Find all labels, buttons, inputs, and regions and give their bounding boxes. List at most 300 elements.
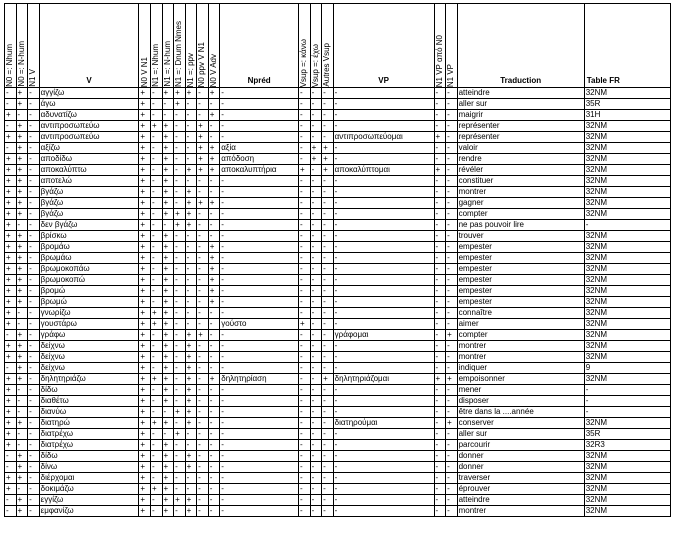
table-cell: + [185,220,197,231]
table-cell: + [16,363,28,374]
table-cell: - [310,253,322,264]
table-cell: + [162,473,174,484]
table-cell: - [185,176,197,187]
table-cell: - [299,286,311,297]
table-cell: - [174,352,186,363]
table-cell: - [150,187,162,198]
table-cell: empester [457,253,584,264]
table-cell: - [174,308,186,319]
table-cell: + [197,121,209,132]
table-cell: - [208,352,220,363]
table-cell: + [16,374,28,385]
table-cell: - [5,506,17,517]
table-cell: - [150,110,162,121]
table-cell: + [139,506,151,517]
table-cell: - [220,407,299,418]
table-cell: - [584,385,670,396]
table-cell: - [333,220,434,231]
table-cell: + [16,242,28,253]
table-cell: - [299,429,311,440]
table-row [5,341,671,352]
col-header: Vsup =: έχω [310,4,322,88]
table-cell: + [5,297,17,308]
table-cell: + [5,231,17,242]
col-header: N1 VP από N0 [434,4,446,88]
table-cell: + [5,264,17,275]
table-row [5,209,671,220]
table-cell: + [139,110,151,121]
table-cell: + [446,374,458,385]
table-cell: - [333,264,434,275]
table-cell: + [139,176,151,187]
table-cell: donner [457,462,584,473]
table-cell: + [5,110,17,121]
table-cell: empester [457,297,584,308]
table-cell: + [16,341,28,352]
table-cell: - [197,484,209,495]
table-cell: - [220,209,299,220]
table-row [5,407,671,418]
table-cell: - [174,165,186,176]
table-cell: - [197,242,209,253]
table-cell: - [446,132,458,143]
table-cell: - [16,319,28,330]
table-cell: + [150,418,162,429]
table-cell: - [185,264,197,275]
table-cell: - [299,407,311,418]
table-cell: - [299,462,311,473]
table-cell: - [16,407,28,418]
table-cell: + [162,462,174,473]
table-cell: + [174,429,186,440]
table-cell: - [220,418,299,429]
table-cell: + [16,99,28,110]
table-cell: - [299,231,311,242]
table-cell: + [139,319,151,330]
table-cell: - [220,231,299,242]
table-row [5,385,671,396]
table-cell: - [310,506,322,517]
table-cell: - [185,143,197,154]
table-cell: - [28,308,40,319]
table-cell: + [162,418,174,429]
table-cell: + [208,297,220,308]
table-row [5,418,671,429]
table-cell: - [28,209,40,220]
table-row [5,396,671,407]
table-cell: - [333,242,434,253]
table-cell: + [185,462,197,473]
table-cell: - [150,176,162,187]
table-cell: - [28,198,40,209]
col-header: N1 =: Nhum [150,4,162,88]
table-cell: βγάζω [39,198,139,209]
table-cell: - [446,154,458,165]
table-cell: + [139,209,151,220]
table-cell: + [185,341,197,352]
table-cell: - [28,374,40,385]
table-cell: - [434,352,446,363]
table-cell: - [185,231,197,242]
table-cell: - [333,396,434,407]
table-cell: 32NM [584,121,670,132]
table-cell: - [220,396,299,407]
table-cell: 32NM [584,88,670,99]
table-cell: - [310,110,322,121]
table-cell: + [434,165,446,176]
table-cell: - [197,385,209,396]
table-cell: - [174,396,186,407]
table-cell: + [16,418,28,429]
table-cell: + [162,297,174,308]
table-cell: διατρέχω [39,440,139,451]
table-cell: - [310,462,322,473]
table-cell: αντιπροσωπεύω [39,121,139,132]
table-cell: + [16,330,28,341]
table-cell: - [333,451,434,462]
table-cell: - [16,385,28,396]
table-cell: - [208,484,220,495]
table-cell: γνωρίζω [39,308,139,319]
table-cell: - [310,407,322,418]
table-cell: + [150,484,162,495]
table-cell: + [16,209,28,220]
table-cell: - [322,132,334,143]
table-cell: - [299,264,311,275]
table-cell: 32NM [584,462,670,473]
table-cell: + [139,407,151,418]
table-cell: - [150,286,162,297]
table-cell: + [185,88,197,99]
table-cell: - [28,451,40,462]
table-cell: - [208,473,220,484]
table-cell: - [333,484,434,495]
table-cell: + [139,154,151,165]
table-cell: + [139,220,151,231]
table-cell: - [333,440,434,451]
table-cell: - [197,297,209,308]
table-cell: + [139,473,151,484]
table-row [5,484,671,495]
table-cell: - [220,385,299,396]
table-cell: - [434,484,446,495]
table-cell: - [5,99,17,110]
table-cell: - [310,121,322,132]
table-cell: - [299,88,311,99]
col-header-vp: VP [333,4,434,88]
table-cell: 32NM [584,132,670,143]
table-cell: - [174,462,186,473]
table-cell: + [16,462,28,473]
table-cell: - [322,363,334,374]
table-cell: - [197,275,209,286]
table-cell: - [333,319,434,330]
table-cell: + [162,242,174,253]
table-cell: - [197,99,209,110]
table-cell: - [220,286,299,297]
table-cell: - [174,198,186,209]
table-cell: - [5,330,17,341]
table-cell: 32NM [584,506,670,517]
table-cell: - [322,286,334,297]
table-cell: + [322,154,334,165]
table-cell: + [5,176,17,187]
table-cell: - [434,275,446,286]
table-cell: + [139,451,151,462]
table-cell: - [333,209,434,220]
table-cell: δηλητηριάζομαι [333,374,434,385]
table-cell: - [299,308,311,319]
table-cell: - [16,308,28,319]
table-cell: - [174,484,186,495]
table-row [5,473,671,484]
table-cell: + [446,330,458,341]
table-cell: - [333,253,434,264]
table-cell: + [162,176,174,187]
table-cell: - [310,209,322,220]
table-cell: trouver [457,231,584,242]
table-cell: + [5,165,17,176]
table-cell: - [299,418,311,429]
table-cell: + [5,286,17,297]
table-cell: + [185,495,197,506]
table-cell: - [220,220,299,231]
table-cell: 32NM [584,418,670,429]
table-row [5,121,671,132]
table-cell: + [150,374,162,385]
table-row [5,99,671,110]
table-cell: compter [457,209,584,220]
table-cell: 32NM [584,286,670,297]
table-cell: - [310,275,322,286]
table-cell: - [333,473,434,484]
table-cell: + [139,363,151,374]
table-cell: - [162,110,174,121]
table-cell: + [162,440,174,451]
table-cell: + [139,297,151,308]
table-cell: - [310,99,322,110]
table-cell: - [333,231,434,242]
table-cell: - [299,330,311,341]
table-cell: - [310,330,322,341]
table-cell: αξία [220,143,299,154]
table-cell: 32NM [584,264,670,275]
table-cell: - [310,374,322,385]
table-cell: - [446,385,458,396]
table-cell: 32NM [584,275,670,286]
table-cell: - [299,396,311,407]
table-cell: 32NM [584,495,670,506]
table-cell: + [185,187,197,198]
table-cell: - [446,165,458,176]
col-header: N1 VP [446,4,458,88]
table-cell: - [174,374,186,385]
table-cell: 32NM [584,154,670,165]
table-cell: - [446,473,458,484]
table-cell: - [446,440,458,451]
table-cell: - [162,99,174,110]
table-cell: + [5,242,17,253]
table-row [5,451,671,462]
table-cell: - [28,473,40,484]
table-cell: - [299,275,311,286]
table-cell: + [162,484,174,495]
table-cell: - [197,396,209,407]
table-cell: - [220,341,299,352]
table-cell: + [162,341,174,352]
table-cell: - [197,319,209,330]
table-cell: - [174,506,186,517]
table-cell: - [310,396,322,407]
table-cell: + [5,396,17,407]
table-cell: traverser [457,473,584,484]
table-cell: - [208,220,220,231]
table-cell: - [322,451,334,462]
table-cell: + [16,473,28,484]
table-cell: + [139,187,151,198]
table-cell: montrer [457,506,584,517]
table-cell: - [434,451,446,462]
table-cell: - [446,99,458,110]
table-cell: 32NM [584,330,670,341]
table-cell: - [322,506,334,517]
table-cell: + [139,440,151,451]
table-cell: 32NM [584,297,670,308]
table-cell: - [220,198,299,209]
table-row [5,286,671,297]
table-cell: - [220,440,299,451]
table-cell: + [16,495,28,506]
table-cell: - [28,99,40,110]
table-cell: + [139,132,151,143]
col-header: Vsup =: κάνω [299,4,311,88]
table-cell: - [28,110,40,121]
table-cell: - [322,242,334,253]
table-cell: - [174,286,186,297]
table-cell: + [208,275,220,286]
table-cell: + [162,374,174,385]
table-cell: connaître [457,308,584,319]
table-cell: - [208,429,220,440]
table-cell: + [197,154,209,165]
table-cell: 32NM [584,451,670,462]
table-row [5,495,671,506]
table-cell: atteindre [457,495,584,506]
table-cell: - [446,363,458,374]
table-cell: - [299,143,311,154]
table-cell: - [322,330,334,341]
table-cell: 32NM [584,143,670,154]
table-cell: + [16,88,28,99]
table-cell: - [174,275,186,286]
table-cell: - [446,110,458,121]
table-cell: + [139,374,151,385]
table-row [5,319,671,330]
table-cell: 32NM [584,253,670,264]
table-cell: - [299,132,311,143]
table-cell: + [208,286,220,297]
table-cell: - [16,484,28,495]
table-cell: - [150,198,162,209]
table-cell: - [434,341,446,352]
table-cell: - [333,99,434,110]
table-cell: - [322,297,334,308]
table-cell: - [333,154,434,165]
table-cell: γουστάρω [39,319,139,330]
table-cell: - [299,154,311,165]
table-cell: - [208,132,220,143]
table-cell: διατηρώ [39,418,139,429]
table-cell: - [5,451,17,462]
table-cell: - [322,220,334,231]
table-cell: + [208,110,220,121]
table-cell: - [322,495,334,506]
table-cell: - [446,484,458,495]
table-cell: - [197,363,209,374]
table-cell: - [220,99,299,110]
table-cell: - [446,319,458,330]
table-cell: + [162,231,174,242]
table-cell: - [150,506,162,517]
table-cell: - [220,275,299,286]
table-cell: - [446,407,458,418]
table-cell: révéler [457,165,584,176]
table-cell: - [174,341,186,352]
table-cell: + [162,352,174,363]
table-cell: maigrir [457,110,584,121]
table-cell: + [16,165,28,176]
table-cell: - [185,308,197,319]
table-cell: + [16,506,28,517]
table-cell: - [333,275,434,286]
table-cell: + [162,165,174,176]
table-cell: + [162,363,174,374]
table-cell: - [28,176,40,187]
table-cell: + [16,275,28,286]
table-cell: - [434,462,446,473]
table-cell: - [434,220,446,231]
table-cell: - [197,264,209,275]
table-cell: + [174,220,186,231]
table-cell: 32NM [584,352,670,363]
table-cell: - [28,484,40,495]
table-cell: - [150,99,162,110]
table-cell: - [310,341,322,352]
table-cell: - [446,462,458,473]
table-cell: - [197,253,209,264]
table-cell: + [322,165,334,176]
table-cell: aller sur [457,429,584,440]
table-cell: empester [457,275,584,286]
table-cell: atteindre [457,88,584,99]
table-cell: + [208,88,220,99]
table-cell: - [434,154,446,165]
table-cell: - [299,374,311,385]
table-cell: - [5,88,17,99]
table-cell: 32NM [584,374,670,385]
table-cell: représenter [457,132,584,143]
table-cell: + [16,352,28,363]
table-cell: - [322,407,334,418]
table-cell: - [310,363,322,374]
table-cell: + [5,440,17,451]
table-cell: + [197,330,209,341]
table-cell: empoisonner [457,374,584,385]
table-cell: - [28,187,40,198]
table-cell: - [197,286,209,297]
table-cell: - [434,363,446,374]
table-cell: + [139,418,151,429]
